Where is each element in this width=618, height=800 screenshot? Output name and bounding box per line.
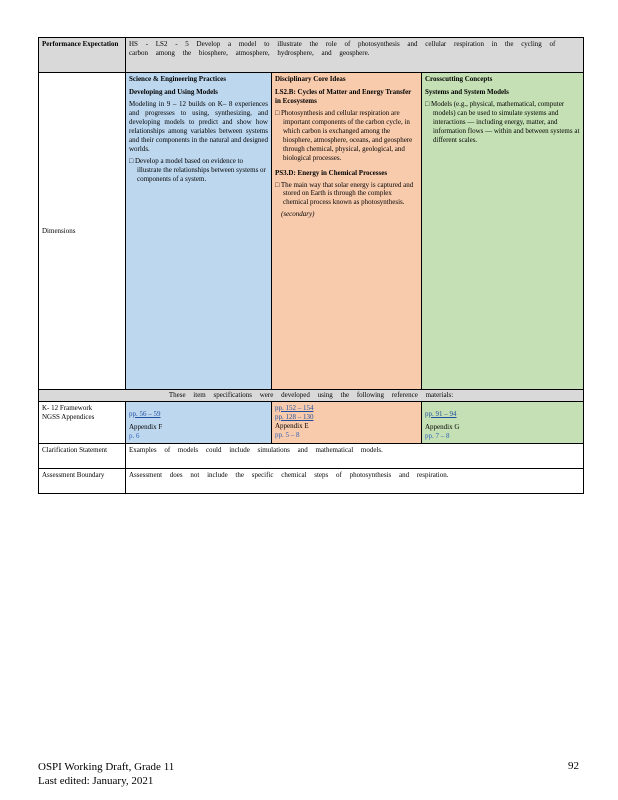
practices-link-1[interactable]: pp. 56 – 59: [129, 409, 161, 418]
core-references: [272, 401, 422, 443]
clarification-text: Examples of models could include simulations and mathematical models.: [126, 443, 584, 468]
practices-heading: Science & Engineering Practices: [129, 75, 227, 83]
assessment-row: [39, 468, 584, 493]
core-appendix: Appendix E: [275, 421, 309, 430]
crosscutting-bullet: □ Models (e.g., physical, mathematical, computer models) can be used to simulate systems and interactions — including energy, matter, and information flows — within and between systems at different scales.: [425, 99, 580, 144]
core-link-3[interactable]: pp. 5 – 8: [275, 430, 300, 439]
clarification-row: [39, 443, 584, 468]
practices-body: Modeling in 9 – 12 builds on K– 8 experiences and progresses to using, synthesizing, and developing models to predict and show how relationships among variables between systems and their components in the natural and designed worlds.: [129, 99, 268, 153]
core-link-1[interactable]: pp. 152 – 154: [275, 403, 314, 412]
practices-references: [126, 401, 272, 443]
core-sub2: PS3.D: Energy in Chemical Processes: [275, 168, 388, 177]
crosscutting-references: [422, 401, 584, 443]
page-number: 92: [568, 760, 579, 772]
footer-line-1: OSPI Working Draft, Grade 11: [38, 761, 175, 773]
practices-bullet: □ Develop a model based on evidence to illustrate the relationships between systems or components of a system.: [129, 156, 266, 183]
core-link-2[interactable]: pp. 128 – 130: [275, 412, 314, 421]
assessment-text: Assessment does not include the specific chemical steps of photosynthesis and respiration.: [126, 468, 584, 493]
item-spec-table: [38, 37, 584, 494]
dimensions-row: [39, 73, 584, 390]
crosscutting-cell: [422, 73, 584, 390]
practices-cell: [126, 73, 272, 390]
practices-subheading: Developing and Using Models: [129, 87, 218, 96]
reference-band-row: [39, 390, 584, 402]
crosscutting-heading: Crosscutting Concepts: [425, 75, 493, 83]
references-label-line-1: K- 12 Framework: [42, 403, 93, 412]
footer-line-2: Last edited: January, 2021: [38, 775, 154, 787]
crosscutting-appendix: Appendix G: [425, 422, 460, 431]
footer: [38, 760, 174, 788]
dimensions-label: Dimensions: [39, 73, 126, 390]
practices-appendix: Appendix F: [129, 422, 163, 431]
core-bullet1: □ Photosynthesis and cellular respiration are important components of the carbon cycle, in which carbon is exchanged among the biosphere, atmosphere, oceans, and geosphere through chemical, physical, geological, and biological processes.: [275, 108, 413, 162]
performance-label: Performance Expectation: [39, 38, 126, 73]
core-heading: Disciplinary Core Ideas: [275, 75, 346, 83]
clarification-label: Clarification Statement: [39, 443, 126, 468]
core-bullet2: □ The main way that solar energy is captured and stored on Earth is through the complex chemical process known as photosynthesis.: [275, 180, 414, 207]
crosscutting-subheading: Systems and System Models: [425, 87, 509, 96]
crosscutting-link-1[interactable]: pp. 91 – 94: [425, 409, 457, 418]
references-label-line-2: NGSS Appendices: [42, 412, 95, 421]
performance-row: [39, 38, 584, 73]
practices-link-2[interactable]: p. 6: [129, 431, 140, 440]
references-row: [39, 401, 584, 443]
performance-text: HS - LS2 - 5 Develop a model to illustrate the role of photosynthesis and cellular respiration in the cycling of carbon among the biosphere, atmosphere, hydrosphere, and geosphere.: [126, 38, 584, 73]
references-label: [39, 401, 126, 443]
core-sub1: LS2.B: Cycles of Matter and Energy Transfer in Ecosystems: [275, 87, 412, 105]
core-cell: [272, 73, 422, 390]
crosscutting-link-2[interactable]: pp. 7 – 8: [425, 431, 450, 440]
reference-band: These item specifications were developed using the following reference materials:: [39, 390, 584, 402]
core-note: (secondary): [281, 210, 315, 219]
assessment-label: Assessment Boundary: [39, 468, 126, 493]
